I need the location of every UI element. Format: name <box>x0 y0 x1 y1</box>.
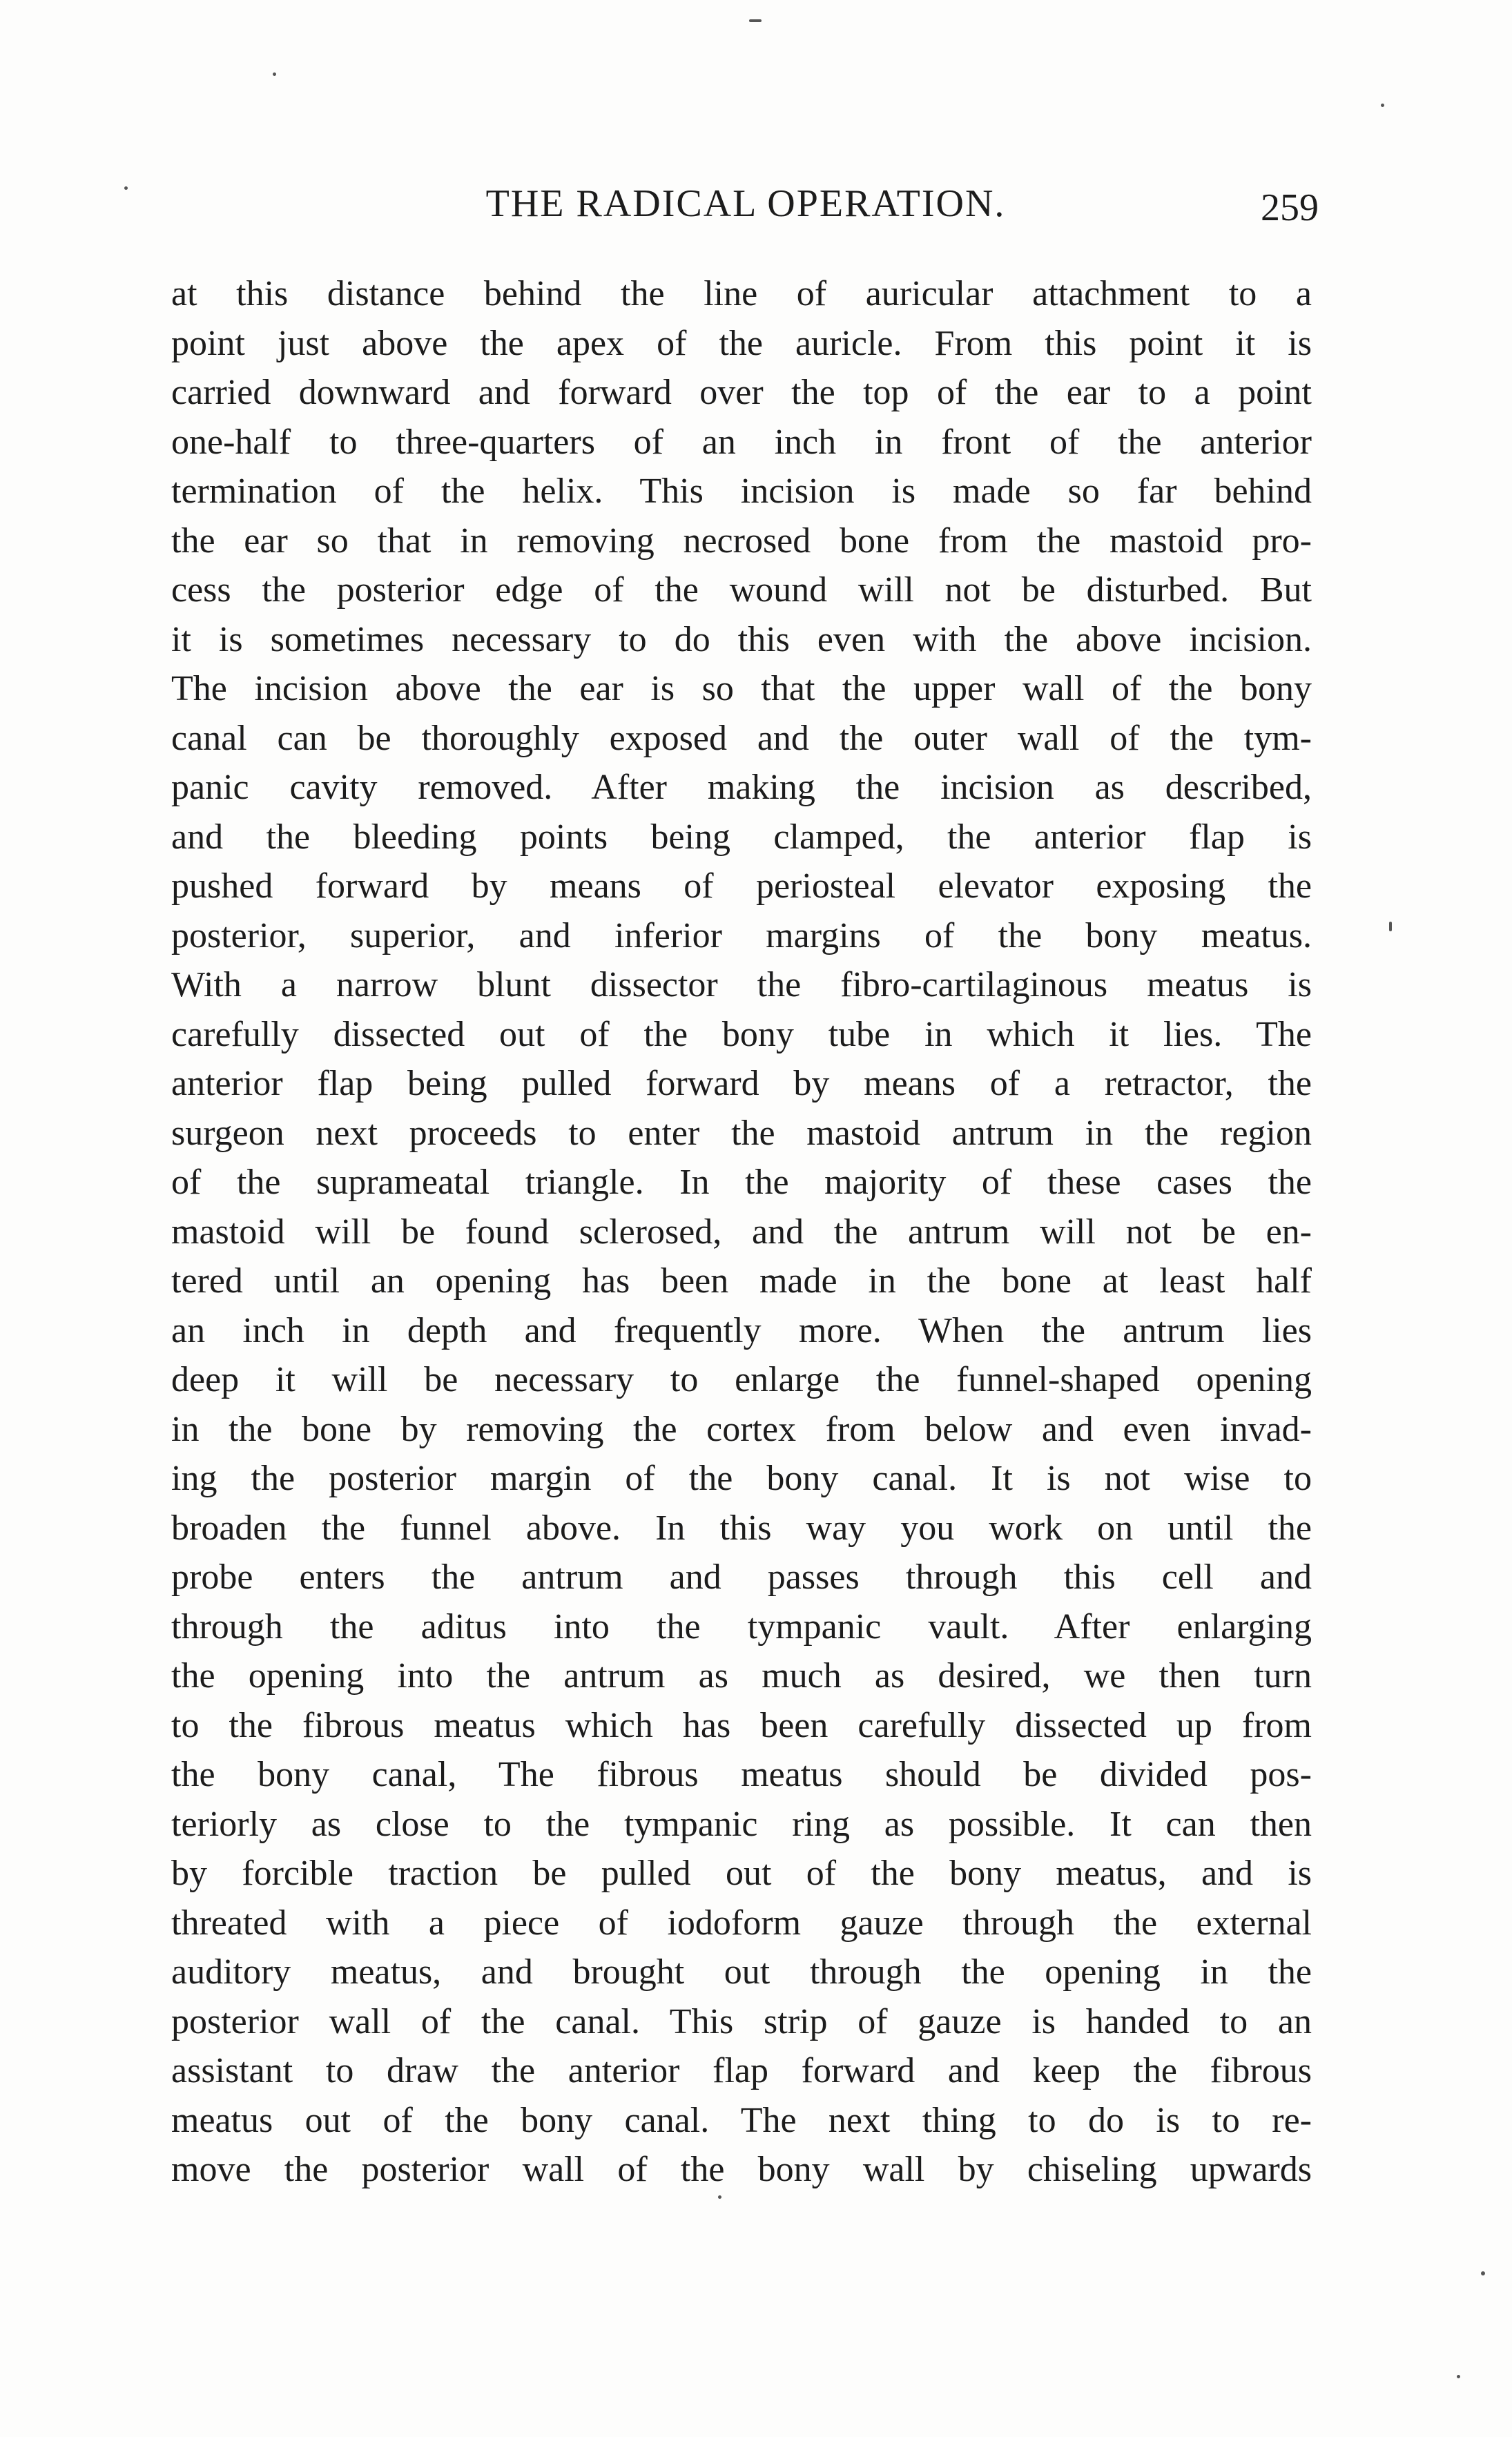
text-line: pushed forward by means of periosteal elevator exposing the <box>171 866 1312 906</box>
text-line: assistant to draw the anterior flap forward and keep the fibrous <box>171 2051 1312 2090</box>
text-line: through the aditus into the tympanic vault. After enlarging <box>171 1606 1312 1647</box>
text-line: point just above the apex of the auricle. From this point it is <box>171 323 1312 363</box>
text-line: termination of the helix. This incision is made so far behind <box>171 472 1312 511</box>
text-line: move the posterior wall of the bony wall by chiseling upwards <box>171 2150 1312 2189</box>
text-line: anterior flap being pulled forward by means of a retractor, the <box>171 1064 1312 1103</box>
text-line: cess the posterior edge of the wound will not be disturbed. But <box>171 570 1312 610</box>
text-line: posterior wall of the canal. This strip of gauze is handed to an <box>171 2001 1312 2041</box>
text-line: the ear so that in removing necrosed bone from the mastoid pro- <box>171 521 1312 561</box>
page-number: 259 <box>1261 186 1319 229</box>
text-line: the bony canal, The fibrous meatus should be divided pos- <box>171 1755 1312 1794</box>
text-line: ing the posterior margin of the bony canal. It is not wise to <box>171 1459 1312 1498</box>
scan-speck <box>273 72 276 76</box>
scan-speck <box>1389 922 1392 931</box>
text-line: to the fibrous meatus which has been carefully dissected up from <box>171 1705 1312 1745</box>
text-line: probe enters the antrum and passes through this cell and <box>171 1557 1312 1597</box>
scan-speck <box>718 2195 721 2199</box>
text-line: deep it will be necessary to enlarge the funnel-shaped opening <box>171 1360 1312 1399</box>
text-line: mastoid will be found sclerosed, and the antrum will not be en- <box>171 1212 1312 1252</box>
running-head <box>173 176 1319 231</box>
scan-speck <box>1381 104 1384 107</box>
text-line: one-half to three-quarters of an inch in front of the anterior <box>171 422 1312 462</box>
text-line: tered until an opening has been made in the bone at least half <box>171 1261 1312 1301</box>
scan-speck <box>124 186 128 190</box>
text-line: posterior, superior, and inferior margins of the bony meatus. <box>171 915 1312 955</box>
text-line: by forcible traction be pulled out of the bony meatus, and is <box>171 1854 1312 1893</box>
text-line: and the bleeding points being clamped, the anterior flap is <box>171 817 1312 857</box>
scan-speck <box>1457 2375 1460 2378</box>
scan-speck <box>1481 2271 1485 2275</box>
text-line: it is sometimes necessary to do this even with the above incision. <box>171 619 1312 659</box>
text-line: canal can be thoroughly exposed and the outer wall of the tym- <box>171 718 1312 758</box>
text-line: carried downward and forward over the top of the ear to a point <box>171 373 1312 412</box>
text-line: an inch in depth and frequently more. When the antrum lies <box>171 1310 1312 1350</box>
text-line: at this distance behind the line of auricular attachment to a <box>171 274 1312 313</box>
text-line: teriorly as close to the tympanic ring as possible. It can then <box>171 1804 1312 1844</box>
text-line: panic cavity removed. After making the incision as described, <box>171 768 1312 807</box>
text-line: the opening into the antrum as much as desired, we then turn <box>171 1656 1312 1696</box>
text-line: of the suprameatal triangle. In the majority of these cases the <box>171 1163 1312 1202</box>
text-line: broaden the funnel above. In this way you work on until the <box>171 1508 1312 1548</box>
text-line: carefully dissected out of the bony tube in which it lies. The <box>171 1014 1312 1054</box>
text-line: in the bone by removing the cortex from below and even invad- <box>171 1409 1312 1449</box>
text-line: threated with a piece of iodoform gauze through the external <box>171 1903 1312 1943</box>
running-title: THE RADICAL OPERATION. <box>485 182 1006 225</box>
text-line: surgeon next proceeds to enter the mastoid antrum in the region <box>171 1113 1312 1153</box>
scan-speck <box>749 19 762 22</box>
body-text <box>171 269 1312 2195</box>
text-line: auditory meatus, and brought out through the opening in the <box>171 1952 1312 1992</box>
text-line: With a narrow blunt dissector the fibro-cartilaginous meatus is <box>171 965 1312 1004</box>
text-line: meatus out of the bony canal. The next thing to do is to re- <box>171 2100 1312 2140</box>
text-line: The incision above the ear is so that the upper wall of the bony <box>171 669 1312 708</box>
